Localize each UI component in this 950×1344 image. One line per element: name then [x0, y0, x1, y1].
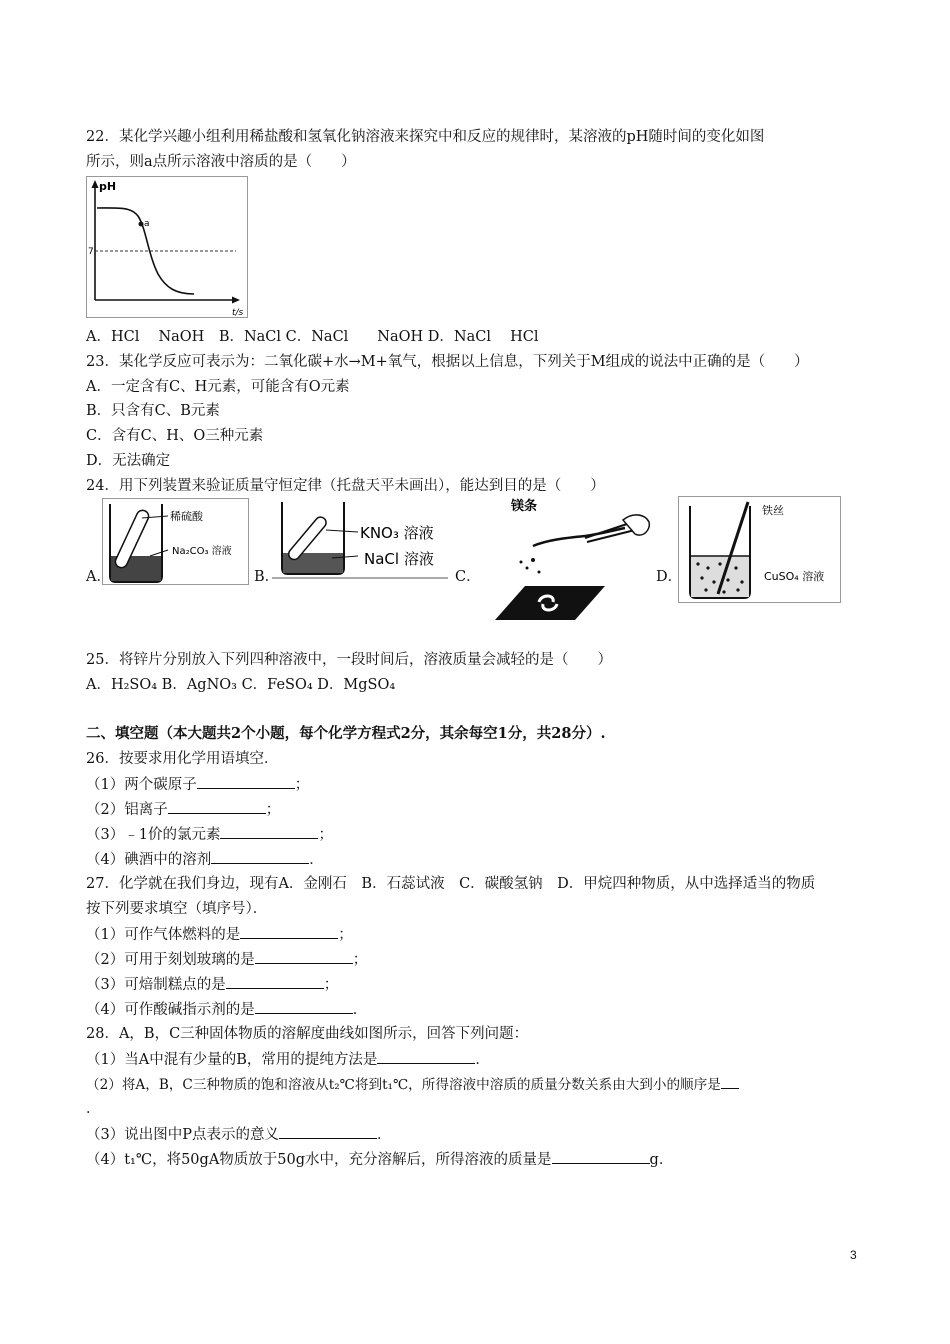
q26-item-2: （2）铝离子 ； [86, 799, 280, 820]
q27-item-2: （2）可用于刻划玻璃的是 ； [86, 949, 367, 970]
q28-item-2: （2）将A，B，C三种物质的饱和溶液从t₂℃将到t₁℃，所得溶液中溶质的质量分数关系由大到小的顺序是 [86, 1074, 739, 1095]
q23-stem: 23．某化学反应可表示为：二氧化碳+水→M+氧气，根据以上信息，下列关于M组成的说法中正确的是（ ） [86, 354, 809, 370]
q28-item-4: （4）t₁℃，将50gA物质放于50g水中，充分溶解后，所得溶液的质量是 g． [86, 1149, 673, 1170]
iron-wire-label: 铁丝 [762, 504, 784, 517]
ph-axis-label: pH [99, 180, 117, 193]
point-a-label: a [144, 219, 150, 229]
q22-options: A．HCl NaOH B．NaCl C．NaCl NaOH D．NaCl HCl [86, 329, 539, 345]
y-axis-arrow [92, 180, 99, 188]
t-axis-label: t/s [232, 308, 244, 318]
apparatus-b [272, 498, 448, 580]
cuso4-label: CuSO₄ 溶液 [764, 570, 825, 583]
plate [495, 586, 605, 620]
q24-label-c: C． [455, 569, 481, 585]
q27-stem-line1: 27．化学就在我们身边，现有A．金刚石 B．石蕊试液 C．碳酸氢钠 D．甲烷四种物质，从中选择适当的物质 [86, 876, 816, 892]
q24-label-a: A． [86, 569, 111, 585]
q24-stem: 24．用下列装置来验证质量守恒定律（托盘天平未画出），能达到目的是（ ） [86, 478, 605, 494]
q22-stem-line1: 22．某化学兴趣小组利用稀盐酸和氢氧化钠溶液来探究中和反应的规律时，某溶液的pH随时间的变化如图 [86, 129, 765, 145]
label-line-salt [150, 550, 168, 556]
q24-label-b: B． [254, 569, 280, 585]
q25-options: A．H₂SO₄ B．AgNO₃ C．FeSO₄ D．MgSO₄ [86, 677, 396, 693]
salt-label: Na₂CO₃ 溶液 [172, 546, 232, 557]
acid-label: 稀硫酸 [170, 510, 203, 523]
page-number: 3 [850, 1248, 857, 1262]
q27-item-1: （1）可作气体燃料的是 ； [86, 924, 353, 945]
point-a [139, 222, 144, 227]
q28-stem: 28．A，B，C三种固体物质的溶解度曲线如图所示，回答下列问题： [86, 1026, 529, 1042]
q22-stem-line2: 所示，则a点所示溶液中溶质的是（ ） [86, 154, 356, 170]
q26-item-4: （4）碘酒中的溶剂 ． [86, 849, 324, 870]
apparatus-d [678, 496, 842, 604]
q28-item-3: （3）说出图中P点表示的意义 ． [86, 1124, 391, 1145]
q26-item-3: （3）﹣1价的氯元素 ； [86, 824, 333, 845]
q26-item-1: （1）两个碳原子 ； [86, 774, 309, 795]
q23-option-c: C．含有C、H、O三种元素 [86, 428, 264, 444]
x-axis-arrow [232, 297, 240, 304]
q27-item-4: （4）可作酸碱指示剂的是 ． [86, 999, 367, 1020]
q24-label-d: D． [656, 569, 683, 585]
q27-stem-line2: 按下列要求填空（填序号）． [86, 901, 268, 917]
mg-ribbon-label: 镁条 [511, 499, 538, 514]
nacl-label: NaCl 溶液 [364, 550, 434, 568]
q23-option-a: A．一定含有C、H元素，可能含有O元素 [86, 379, 350, 395]
q23-option-d: D．无法确定 [86, 453, 171, 469]
seven-label: 7 [88, 247, 94, 257]
ph-time-graph [86, 176, 252, 322]
kno3-label: KNO₃ 溶液 [360, 524, 434, 542]
mg-ribbon [533, 528, 625, 546]
q28-item-2-end: ． [86, 1101, 101, 1117]
q23-option-b: B．只含有C、B元素 [86, 403, 220, 419]
apparatus-c [475, 494, 653, 626]
q27-item-3: （3）可焙制糕点的是 ； [86, 974, 338, 995]
q28-item-1: （1）当A中混有少量的B，常用的提纯方法是 ． [86, 1049, 490, 1070]
label-line-kno3 [326, 530, 358, 532]
q25-stem: 25．将锌片分别放入下列四种溶液中，一段时间后，溶液质量会减轻的是（ ） [86, 652, 612, 668]
q26-stem: 26．按要求用化学用语填空． [86, 751, 279, 767]
apparatus-a [102, 498, 250, 586]
section-2-title: 二、填空题（本大题共2个小题，每个化学方程式2分，其余每空1分，共28分）. [86, 725, 606, 742]
